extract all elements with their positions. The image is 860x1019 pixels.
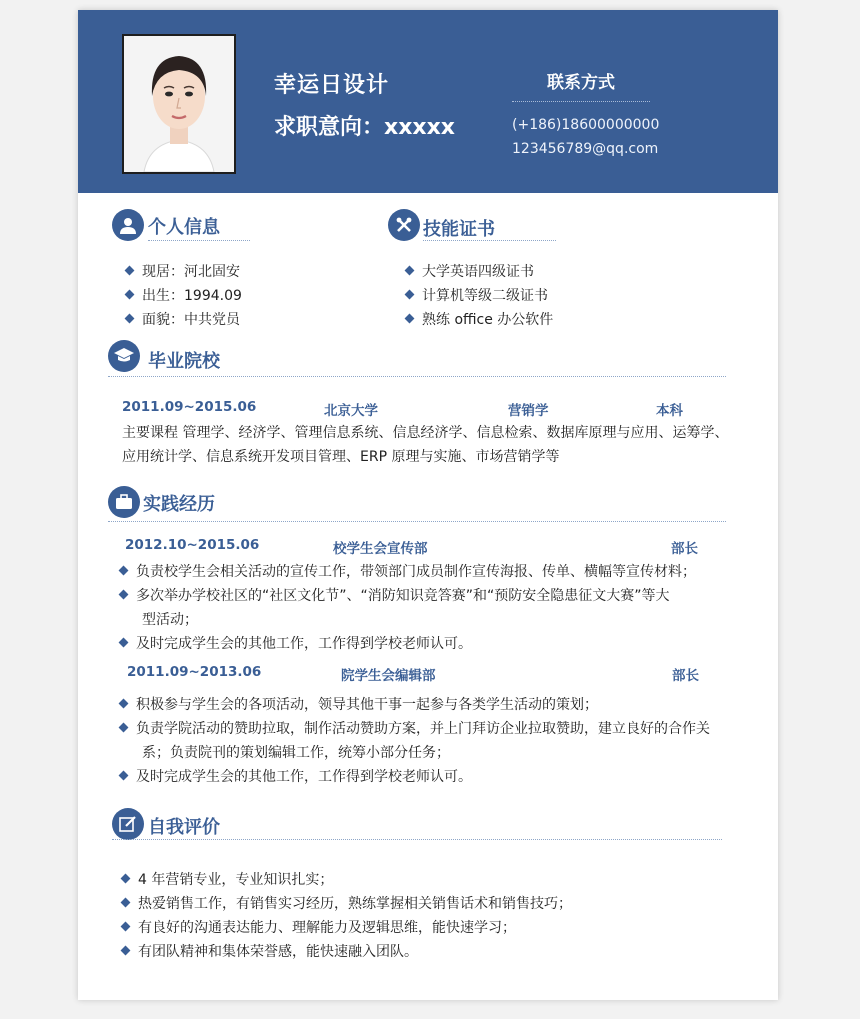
profile-photo: [122, 34, 236, 174]
edit-icon: [112, 808, 144, 840]
resume-header: [78, 10, 778, 193]
education-courses: 应用统计学、信息系统开发项目管理、ERP 原理与实施、市场营销学等: [122, 449, 560, 465]
education-period: 2011.09~2015.06: [122, 399, 257, 415]
self-eval-item: 有团队精神和集体荣誉感，能快速融入团队。: [122, 941, 418, 961]
section-title-self-eval: 自我评价: [148, 817, 220, 838]
section-title-skills: 技能证书: [423, 219, 495, 240]
education-degree: 本科: [656, 403, 683, 419]
personal-item: 现居：河北固安: [126, 261, 240, 281]
skill-item: 计算机等级二级证书: [406, 285, 548, 305]
job-org: 校学生会宣传部: [333, 541, 428, 557]
section-divider: [423, 240, 556, 241]
job-duty: 多次举办学校社区的“社区文化节”、“消防知识竞答赛”和“预防安全隐患征文大赛”等大: [120, 585, 670, 605]
personal-item: 出生：1994.09: [126, 285, 242, 305]
job-objective: 求职意向：xxxxx: [274, 115, 455, 140]
contact-title: 联系方式: [512, 68, 650, 102]
section-divider: [108, 376, 726, 377]
education-major: 营销学: [508, 403, 549, 419]
contact-email: 123456789@qq.com: [512, 141, 659, 157]
skill-item: 大学英语四级证书: [406, 261, 534, 281]
job-duty-continued: 系；负责院刊的策划编辑工作，统筹小部分任务；: [142, 745, 450, 761]
candidate-name: 幸运日设计: [274, 73, 390, 98]
job-period: 2012.10~2015.06: [125, 537, 260, 553]
education-school: 北京大学: [324, 403, 378, 419]
job-org: 院学生会编辑部: [341, 668, 436, 684]
self-eval-item: 有良好的沟通表达能力、理解能力及逻辑思维，能快速学习；: [122, 917, 516, 937]
resume-page: [78, 10, 778, 1000]
job-duty: 及时完成学生会的其他工作，工作得到学校老师认可。: [120, 766, 472, 786]
job-duty-continued: 型活动；: [142, 612, 198, 628]
user-icon: [112, 209, 144, 241]
education-courses: 主要课程 管理学、经济学、管理信息系统、信息经济学、信息检索、数据库原理与应用、运筹学、: [122, 425, 729, 441]
job-duty: 负责学院活动的赞助拉取，制作活动赞助方案，并上门拜访企业拉取赞助，建立良好的合作关: [120, 718, 710, 738]
personal-item: 面貌：中共党员: [126, 309, 240, 329]
skill-item: 熟练 office 办公软件: [406, 309, 553, 329]
self-eval-item: 4 年营销专业，专业知识扎实；: [122, 869, 333, 889]
graduation-cap-icon: [108, 340, 140, 372]
tools-icon: [388, 209, 420, 241]
section-title-personal: 个人信息: [148, 217, 220, 238]
job-duty: 负责校学生会相关活动的宣传工作，带领部门成员制作宣传海报、传单、横幅等宣传材料；: [120, 561, 696, 581]
contact-phone: (+186)18600000000: [512, 117, 660, 133]
job-period: 2011.09~2013.06: [127, 664, 262, 680]
job-role: 部长: [671, 541, 698, 557]
job-duty: 及时完成学生会的其他工作，工作得到学校老师认可。: [120, 633, 472, 653]
self-eval-item: 热爱销售工作，有销售实习经历，熟练掌握相关销售话术和销售技巧；: [122, 893, 572, 913]
section-title-education: 毕业院校: [148, 351, 220, 372]
section-divider: [112, 839, 722, 840]
section-divider: [108, 521, 726, 522]
section-title-experience: 实践经历: [143, 494, 215, 515]
job-duty: 积极参与学生会的各项活动，领导其他干事一起参与各类学生活动的策划；: [120, 694, 598, 714]
section-divider: [148, 240, 250, 241]
briefcase-icon: [108, 486, 140, 518]
job-role: 部长: [672, 668, 699, 684]
